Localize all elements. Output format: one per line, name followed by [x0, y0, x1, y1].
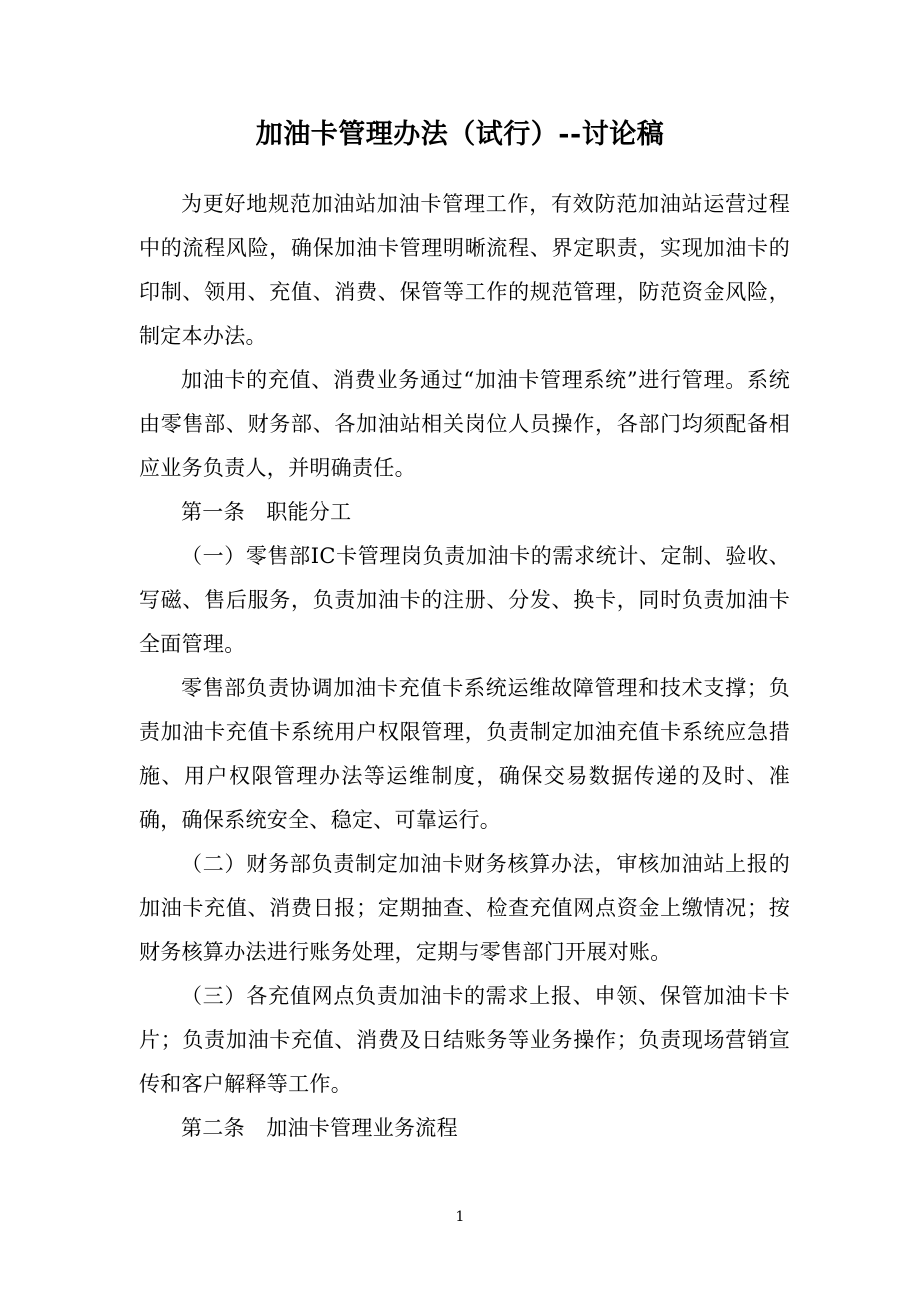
- section-two-paragraph: （二）财务部负责制定加油卡财务核算办法，审核加油站上报的加油卡充值、消费日报；定期抽查、检查充值网点资金上缴情况；按财务核算办法进行账务处理，定期与零售部门开展对账。: [139, 852, 790, 964]
- section-three-paragraph: （三）各充值网点负责加油卡的需求上报、申领、保管加油卡卡片；负责加油卡充值、消费及日结账务等业务操作；负责现场营销宣传和客户解释等工作。: [139, 984, 790, 1096]
- article-two-heading: 第二条 加油卡管理业务流程: [181, 1116, 458, 1140]
- document-title: 加油卡管理办法（试行）--讨论稿: [255, 119, 665, 150]
- intro-paragraph: 为更好地规范加油站加油卡管理工作，有效防范加油站运营过程中的流程风险，确保加油卡管理明晰流程、界定职责，实现加油卡的印制、领用、充值、消费、保管等工作的规范管理，防范资金风险，制定本办法。: [139, 192, 790, 348]
- system-paragraph: 加油卡的充值、消费业务通过“加油卡管理系统”进行管理。系统由零售部、财务部、各加油站相关岗位人员操作，各部门均须配备相应业务负责人，并明确责任。: [139, 368, 790, 480]
- retail-duty-paragraph: 零售部负责协调加油卡充值卡系统运维故障管理和技术支撑；负责加油卡充值卡系统用户权限管理，负责制定加油充值卡系统应急措施、用户权限管理办法等运维制度，确保交易数据传递的及时、准确，确保系统安全、稳定、可靠运行。: [139, 676, 790, 832]
- section-one-paragraph: （一）零售部IC卡管理岗负责加油卡的需求统计、定制、验收、写磁、售后服务，负责加油卡的注册、分发、换卡，同时负责加油卡全面管理。: [139, 544, 790, 656]
- document-body: [139, 182, 790, 1150]
- page-number: 1: [455, 1209, 465, 1225]
- article-one-heading: 第一条 职能分工: [181, 500, 352, 524]
